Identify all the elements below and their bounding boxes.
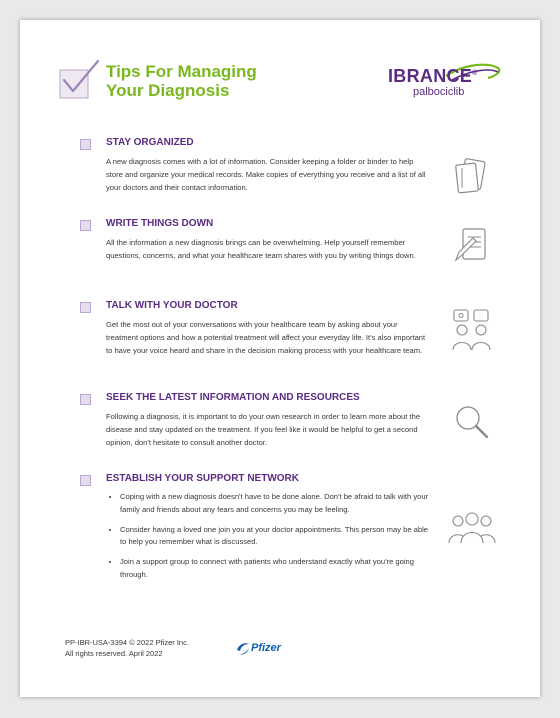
section-talk-with-your-doctor: [80, 300, 440, 380]
list-item: • Consider having a loved one join you at your doctor appointments. This person may be able to help you remember what is discussed.: [120, 524, 431, 550]
section-body: [106, 491, 431, 589]
section-checkbox: [80, 139, 91, 150]
folder-icon: [454, 158, 490, 194]
document-page: [20, 20, 540, 697]
section-establish-support-network: [80, 473, 440, 613]
section-title: SEEK THE LATEST INFORMATION AND RESOURCES: [106, 392, 360, 403]
section-checkbox: [80, 394, 91, 405]
section-body: Following a diagnosis, it is important to do your own research in order to learn more about the disease and stay updated on the treatment. If you feel like it would be helpful to get a second opinion, don't hesitate to consult another doctor.: [106, 412, 421, 447]
section-checkbox: [80, 302, 91, 313]
section-stay-organized: [80, 137, 440, 207]
checkbox-check-icon: [58, 58, 102, 100]
magnifier-icon: [453, 403, 491, 441]
bullet-list: [106, 491, 431, 582]
list-item: • Coping with a new diagnosis doesn't have to be done alone. Don't be afraid to talk with your family and friends about any fears and concerns you may be feeling.: [120, 491, 431, 517]
section-title: STAY ORGANIZED: [106, 137, 194, 148]
section-seek-latest-information: [80, 392, 440, 462]
section-title: TALK WITH YOUR DOCTOR: [106, 300, 238, 311]
section-checkbox: [80, 220, 91, 231]
group-icon: [448, 510, 496, 544]
section-write-things-down: [80, 218, 440, 278]
footer-legal: PP-IBR-USA-3394 © 2022 Pfizer Inc. All rights reserved. April 2022: [65, 638, 189, 658]
pfizer-logo: [235, 639, 305, 659]
pfizer-logo-icon: [235, 641, 251, 657]
list-item: • Join a support group to connect with patients who understand exactly what you're going through.: [120, 556, 431, 582]
section-checkbox: [80, 475, 91, 486]
section-body: Get the most out of your conversations with your healthcare team by asking about your treatment options and how a potential treatment will affect your everyday life. It's also important to have your voice heard and share in the decision making process with your healthcare team.: [106, 320, 426, 355]
brand-generic-name: palbociclib: [413, 86, 465, 98]
section-body: All the information a new diagnosis brings can be overwhelming. Help yourself remember questions, concerns, and what your healthcare team shares with you by writing things down.: [106, 238, 416, 260]
pfizer-wordmark: Pfizer: [251, 642, 281, 654]
doctor-conversation-icon: [450, 308, 494, 352]
brand-logo: [388, 62, 498, 102]
section-body: A new diagnosis comes with a lot of information. Consider keeping a folder or binder to help store and organize your medical records. Make copies of everything you receive and a list of all your doctors and their contact information.: [106, 157, 426, 192]
notepad-pencil-icon: [453, 226, 491, 264]
page-title: Tips For Managing Your Diagnosis: [106, 62, 257, 100]
brand-name: IBRANCE®: [388, 66, 478, 86]
section-title: WRITE THINGS DOWN: [106, 218, 214, 229]
section-title: ESTABLISH YOUR SUPPORT NETWORK: [106, 473, 299, 484]
